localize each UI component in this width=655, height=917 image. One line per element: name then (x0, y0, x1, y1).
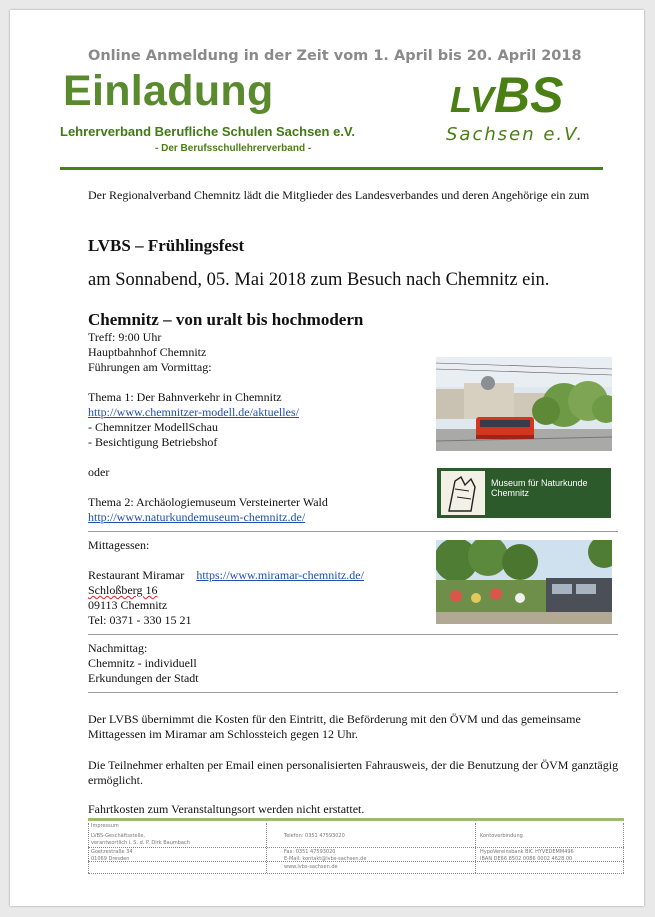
costs-text: Der LVBS übernimmt die Kosten für den Eintritt, die Beförderung mit den ÖVM und das gemeinsame Mittagessen im Miramar am Schlossteich gegen 12 Uhr. (88, 712, 581, 741)
restaurant-photo (436, 540, 612, 624)
restaurant-phone: Tel: 0371 - 330 15 21 (88, 613, 192, 627)
footer-bank-label: Kontoverbindung (480, 833, 523, 839)
meeting-place: Hauptbahnhof Chemnitz (88, 345, 207, 359)
topic1-title: Thema 1: Der Bahnverkehr in Chemnitz (88, 390, 282, 404)
topic1-link[interactable]: http://www.chemnitzer-modell.de/aktuelles/ (88, 405, 299, 419)
document-page (10, 10, 644, 906)
invitation-title: Einladung (63, 67, 274, 115)
header-divider (60, 167, 603, 170)
travel-text: Fahrtkosten zum Veranstaltungsort werden nicht erstattet. (88, 802, 365, 816)
ticket-sentence: Die Teilnehmer erhalten per Email einen personalisierten Fahrausweis, der die Benutzung der ÖVM ganztägig ermöglicht. (88, 758, 619, 787)
separator-1 (88, 531, 618, 532)
afternoon-line1: Chemnitz - individuell (88, 656, 197, 670)
museum-sign-photo (437, 468, 611, 518)
restaurant-name: Restaurant Miramar (88, 568, 185, 582)
logo-prefix: LV (450, 79, 495, 120)
lunch-heading: Mittagessen: (88, 538, 150, 552)
footer-city: 01069 Dresden (91, 856, 130, 862)
intro-text: Der Regionalverband Chemnitz lädt die Mitglieder des Landesverbandes und deren Angehörige ein zum (88, 188, 590, 202)
footer-fax: Fax: 0351 47593020 (284, 849, 336, 855)
logo-main: BS (494, 67, 564, 123)
footer-email[interactable]: E-Mail: kontakt@lvbs-sachsen.de (284, 856, 367, 862)
meeting-block (88, 330, 428, 525)
separator-2 (88, 634, 618, 635)
restaurant-street: Schloßberg 16 (88, 583, 158, 597)
museum-sign-line1: Museum für Naturkunde (491, 478, 588, 488)
restaurant-link[interactable]: https://www.miramar-chemnitz.de/ (196, 568, 364, 582)
lvbs-logo (450, 67, 564, 123)
organization-subtitle: - Der Berufsschullehrerverband - (155, 143, 312, 154)
footer-web[interactable]: www.lvbs-sachsen.de (284, 864, 338, 870)
topic1-item2: - Besichtigung Betriebshof (88, 435, 218, 449)
footer-bank: HypoVereinsbank BIC HYVEDEMM496 (480, 849, 574, 855)
footer-impressum: Impressum (91, 823, 119, 829)
afternoon-block (88, 641, 428, 686)
topic2-title: Thema 2: Archäologiemuseum Versteinerter Wald (88, 495, 328, 509)
footer-office: LVBS-Geschäftsstelle, (91, 833, 146, 839)
event-title: LVBS – Frühlingsfest (88, 236, 245, 255)
afternoon-heading: Nachmittag: (88, 641, 148, 655)
ticket-text (88, 758, 628, 788)
footer-street: Goetzestraße 34 (91, 849, 133, 855)
separator-3 (88, 692, 618, 693)
topic1-item1: - Chemnitzer ModellSchau (88, 420, 218, 434)
footer-phone: Telefon: 0351 47593020 (284, 833, 345, 839)
tram-photo (436, 357, 612, 451)
online-registration-notice: Online Anmeldung in der Zeit vom 1. April bis 20. April 2018 (88, 48, 582, 64)
footer-iban: IBAN DE66 8502 0086 0002 4628 00 (480, 856, 573, 862)
topic2-link[interactable]: http://www.naturkundemuseum-chemnitz.de/ (88, 510, 306, 524)
organization-name: Lehrerverband Berufliche Schulen Sachsen e.V. (60, 124, 356, 139)
lunch-block (88, 538, 428, 628)
morning-tours: Führungen am Vormittag: (88, 360, 212, 374)
museum-sign-line2: Chemnitz (491, 488, 530, 498)
logo-region: Sachsen e.V. (446, 124, 585, 145)
fossil-tree-icon (441, 471, 485, 515)
footer-table (88, 818, 624, 874)
footer-responsible: verantwortlich i. S. d. P. Dirk Baumbach (91, 840, 190, 846)
meeting-time: Treff: 9:00 Uhr (88, 330, 162, 344)
or-text: oder (88, 465, 110, 479)
section-title: Chemnitz – von uralt bis hochmodern (88, 310, 364, 329)
restaurant-city: 09113 Chemnitz (88, 598, 168, 612)
event-date: am Sonnabend, 05. Mai 2018 zum Besuch nach Chemnitz ein. (88, 270, 550, 290)
afternoon-line2: Erkundungen der Stadt (88, 671, 199, 685)
